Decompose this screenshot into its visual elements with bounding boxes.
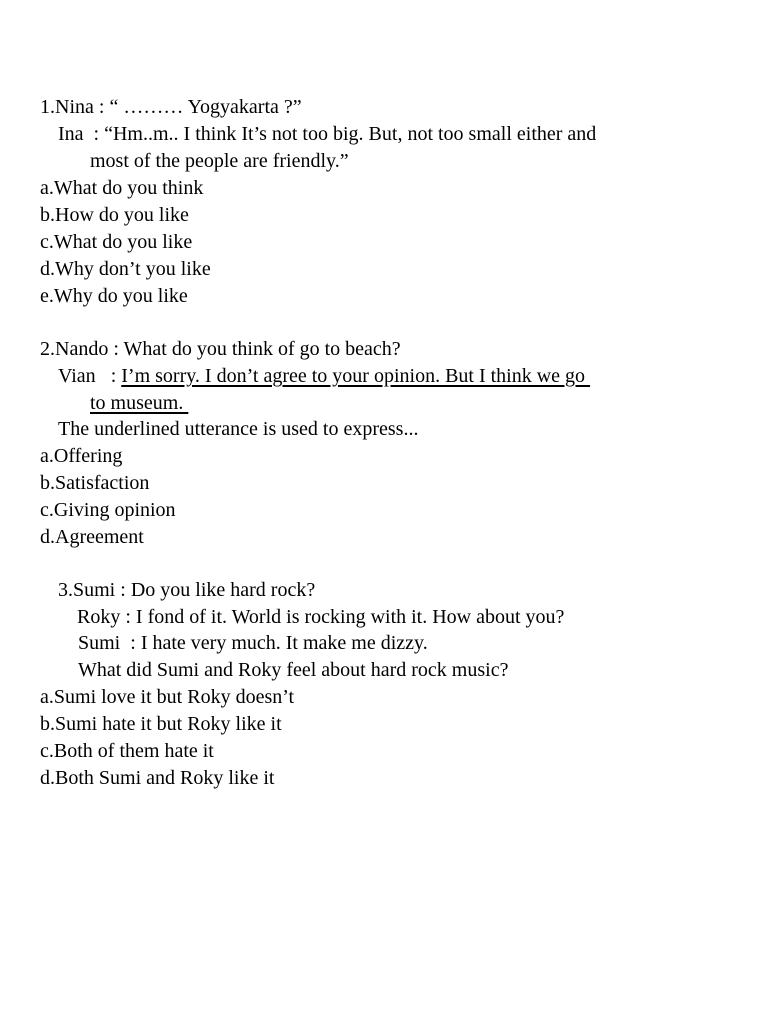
option-letter: c.	[40, 231, 54, 253]
q3-option-d[interactable]	[40, 765, 274, 792]
option-letter: b.	[40, 204, 55, 226]
q1-option-e[interactable]	[40, 283, 188, 310]
option-letter: d.	[40, 526, 55, 548]
q3-roky-line	[77, 604, 564, 631]
q2-number: 2.	[40, 338, 55, 360]
option-letter: a.	[40, 445, 54, 467]
q2-underlined-utterance: I’m sorry. I don’t agree to your opinion. But I think we go	[121, 365, 591, 387]
option-text: Both Sumi and Roky like it	[55, 767, 275, 789]
q1-ina-line	[58, 121, 596, 148]
q3-option-c[interactable]	[40, 738, 214, 765]
q1-option-b[interactable]	[40, 202, 189, 229]
option-text: Giving opinion	[53, 499, 176, 521]
q2-option-a[interactable]	[40, 443, 122, 470]
q2-separator: :	[95, 365, 122, 387]
q3-sumi-reply-text: I hate very much. It make me dizzy.	[140, 632, 428, 654]
q2-option-b[interactable]	[40, 470, 149, 497]
q2-underlined-continuation: to museum.	[90, 392, 189, 414]
q2-vian-line	[58, 363, 590, 390]
option-letter: e.	[40, 285, 54, 307]
q1-ina-continuation: most of the people are friendly.”	[90, 150, 349, 172]
q3-option-a[interactable]	[40, 684, 294, 711]
q3-speaker-sumi-reply: Sumi	[78, 632, 121, 654]
option-text: Why do you like	[53, 285, 188, 307]
q2-nando-text: What do you think of go to beach?	[123, 338, 401, 360]
q2-speaker-vian: Vian	[58, 365, 96, 387]
option-text: Satisfaction	[55, 472, 150, 494]
option-text: Offering	[53, 445, 123, 467]
q2-speaker-nando: Nando	[55, 338, 109, 360]
q3-number: 3.	[58, 579, 73, 601]
option-letter: d.	[40, 258, 55, 280]
q1-nina-line	[40, 94, 302, 121]
q3-speaker-roky: Roky	[77, 606, 121, 628]
q3-sumi-reply-line	[78, 630, 428, 657]
option-letter: a.	[40, 686, 54, 708]
q3-separator: :	[115, 579, 131, 601]
q3-roky-text: I fond of it. World is rocking with it. How about you?	[135, 606, 565, 628]
option-letter: c.	[40, 740, 54, 762]
q3-option-b[interactable]	[40, 711, 282, 738]
q3-sumi-line	[58, 577, 315, 604]
q1-separator: :	[83, 123, 105, 145]
option-letter: b.	[40, 713, 55, 735]
q3-separator: :	[120, 632, 141, 654]
q1-option-d[interactable]	[40, 256, 211, 283]
option-letter: d.	[40, 767, 55, 789]
q3-speaker-sumi: Sumi	[73, 579, 116, 601]
option-letter: a.	[40, 177, 54, 199]
q3-sumi-text: Do you like hard rock?	[130, 579, 316, 601]
q2-prompt: The underlined utterance is used to express...	[58, 418, 419, 440]
option-text: Both of them hate it	[53, 740, 214, 762]
q2-option-d[interactable]	[40, 524, 144, 551]
q1-nina-text: “ ……… Yogyakarta ?”	[109, 96, 302, 118]
q1-speaker-ina: Ina	[58, 123, 84, 145]
q1-ina-text: “Hm..m.. I think It’s not too big. But, not too small either and	[104, 123, 597, 145]
option-text: Sumi hate it but Roky like it	[55, 713, 282, 735]
option-text: What do you think	[53, 177, 204, 199]
option-text: Why don’t you like	[55, 258, 211, 280]
q2-separator: :	[108, 338, 124, 360]
q2-nando-line	[40, 336, 401, 363]
q3-prompt: What did Sumi and Roky feel about hard rock music?	[78, 659, 509, 681]
q2-option-c[interactable]	[40, 497, 176, 524]
q1-option-c[interactable]	[40, 229, 192, 256]
option-letter: c.	[40, 499, 54, 521]
option-text: How do you like	[55, 204, 189, 226]
option-letter: b.	[40, 472, 55, 494]
option-text: What do you like	[53, 231, 193, 253]
q1-speaker-nina: Nina	[55, 96, 94, 118]
option-text: Sumi love it but Roky doesn’t	[53, 686, 295, 708]
option-text: Agreement	[55, 526, 144, 548]
q3-separator: :	[120, 606, 136, 628]
q1-option-a[interactable]	[40, 175, 203, 202]
q1-number: 1.	[40, 96, 55, 118]
q1-separator: :	[93, 96, 110, 118]
